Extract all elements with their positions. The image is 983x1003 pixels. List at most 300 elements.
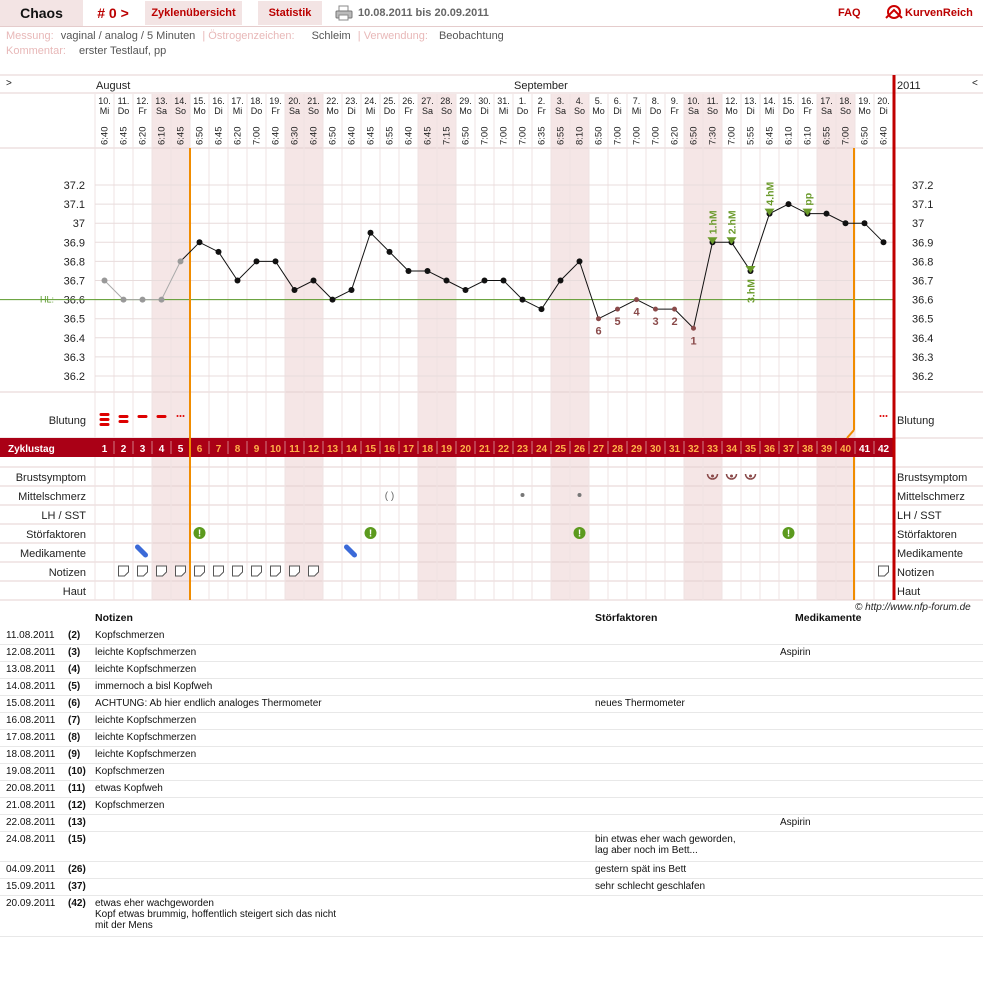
temp-point — [140, 297, 146, 303]
y-tick-left: 37 — [72, 218, 85, 231]
day-weekday: Di — [613, 106, 622, 116]
day-time: 7:00 — [612, 126, 624, 145]
temp-point — [615, 307, 620, 312]
notes-row-date: 22.08.2011 — [6, 817, 56, 828]
row-label-right: Notizen — [897, 567, 935, 579]
y-tick-right: 36.5 — [912, 313, 934, 326]
day-date: 1. — [518, 96, 527, 106]
temp-point — [691, 326, 696, 331]
notes-row-cycleday: (8) — [68, 732, 81, 743]
meta-line-1: Messung: vaginal / analog / 5 Minuten | Östrogenzeichen: Schleim | Verwendung: Beobachtung — [6, 30, 504, 42]
y-tick-left: 36.5 — [63, 313, 85, 326]
row-label-right: Brustsymptom — [897, 472, 968, 484]
day-time: 6:10 — [156, 126, 168, 145]
notes-row-cycleday: (11) — [68, 783, 86, 794]
y-tick-right: 36.2 — [912, 371, 934, 383]
day-date: 28. — [440, 96, 453, 106]
day-time: 7:30 — [707, 126, 719, 145]
notes-row-date: 11.08.2011 — [6, 630, 55, 641]
cycleday-number: 4 — [158, 444, 165, 455]
cycleday-number: 9 — [253, 444, 260, 455]
temp-point — [178, 258, 184, 264]
y-tick-right: 36.3 — [912, 351, 934, 364]
notes-row — [0, 747, 983, 764]
stoer-warning-icon-mark: ! — [786, 528, 791, 540]
bleeding-spotting — [177, 415, 179, 417]
note-icon — [271, 566, 281, 576]
cycleday-number: 22 — [497, 444, 510, 455]
day-time: 6:45 — [764, 126, 776, 145]
cycleday-number: 27 — [592, 444, 605, 455]
day-weekday: So — [307, 106, 320, 116]
notes-row-note: leichte Kopfschmerzen — [95, 647, 197, 658]
temp-point — [121, 297, 127, 303]
usage-value: Beobachtung — [438, 30, 504, 42]
notes-row-date: 24.08.2011 — [6, 834, 56, 845]
temp-point — [235, 278, 241, 284]
day-time: 5:55 — [745, 126, 757, 145]
notes-row-note: etwas Kopfweh — [95, 783, 163, 794]
temp-point — [672, 307, 677, 312]
cycleday-number: 32 — [687, 444, 700, 455]
day-time: 6:55 — [555, 126, 567, 145]
notes-row-cycleday: (5) — [68, 681, 81, 692]
day-weekday: Mo — [459, 106, 472, 116]
day-date: 13. — [744, 96, 757, 106]
temp-point — [159, 297, 165, 303]
temp-point — [197, 239, 203, 245]
day-weekday: Mo — [725, 106, 738, 116]
mittelschmerz-icon — [578, 493, 582, 497]
count-label: 2 — [671, 316, 678, 329]
notes-row-note: Kopfschmerzen — [95, 766, 165, 777]
day-date: 22. — [326, 96, 339, 106]
temp-point — [254, 258, 260, 264]
temp-point — [368, 230, 374, 236]
day-time: 6:30 — [289, 126, 301, 145]
cycleday-number: 39 — [820, 444, 833, 455]
temp-point — [539, 306, 545, 312]
note-icon — [195, 566, 205, 576]
day-weekday: Di — [879, 106, 888, 116]
day-time: 6:50 — [688, 126, 700, 145]
marker-label: 3.hM — [745, 279, 758, 303]
stoer-header: Störfaktoren — [595, 612, 658, 624]
stoer-warning-icon-mark: ! — [577, 528, 582, 540]
date-range: 10.08.2011 bis 20.09.2011 — [358, 7, 489, 19]
day-time: 6:40 — [270, 126, 282, 145]
day-time: 6:40 — [403, 126, 415, 145]
cycleday-number: 20 — [459, 444, 472, 455]
notes-row-cycleday: (26) — [68, 864, 86, 875]
cycleday-number: 19 — [440, 444, 453, 455]
pill-icon — [138, 547, 146, 555]
breast-symptom-icon — [749, 475, 752, 478]
notes-row — [0, 832, 983, 862]
temp-point — [406, 268, 412, 274]
notes-row-note: ACHTUNG: Ab hier endlich analoges Thermometer — [95, 698, 322, 709]
bleeding-label-right: Blutung — [897, 415, 935, 427]
day-date: 8. — [651, 96, 660, 106]
cycleday-number: 7 — [215, 444, 222, 455]
month-label-august: August — [96, 80, 131, 92]
day-date: 20. — [877, 96, 890, 106]
bleeding-heavy — [100, 413, 110, 416]
temp-point — [216, 249, 222, 255]
year-label: 2011 — [897, 80, 921, 92]
day-weekday: So — [440, 106, 453, 116]
day-weekday: So — [174, 106, 187, 116]
row-label: Mittelschmerz — [18, 491, 86, 503]
kurvenreich-logo[interactable]: KurvenReich — [905, 7, 973, 19]
notes-row-note: immernoch a bisl Kopfweh — [95, 681, 213, 692]
row-label-right: Störfaktoren — [897, 529, 957, 541]
temp-point — [273, 258, 279, 264]
cycleday-number: 17 — [402, 444, 415, 455]
y-tick-right: 36.8 — [912, 256, 934, 269]
cycleday-number: 33 — [706, 444, 719, 455]
marker-triangle — [727, 237, 737, 244]
notes-row-note: Kopfschmerzen — [95, 800, 165, 811]
day-date: 10. — [98, 96, 111, 106]
cycleday-number: 11 — [289, 444, 300, 455]
day-weekday: So — [706, 106, 719, 116]
day-weekday: Sa — [288, 106, 301, 116]
breast-symptom-icon — [711, 475, 714, 478]
day-date: 4. — [575, 96, 584, 106]
notes-row-note: leichte Kopfschmerzen — [95, 732, 197, 743]
row-label: Medikamente — [19, 548, 86, 560]
day-weekday: Fr — [670, 106, 679, 116]
notes-row-medi: Aspirin — [780, 647, 811, 658]
cycleday-number: 2 — [120, 444, 127, 455]
day-weekday: Di — [347, 106, 356, 116]
temp-point — [881, 239, 887, 245]
row-label-right: LH / SST — [897, 510, 942, 522]
notes-row-note: Kopfschmerzen — [95, 630, 165, 641]
temp-point — [102, 278, 108, 284]
notes-row-stoer: bin etwas eher wach geworden, lag aber noch im Bett... — [595, 834, 736, 856]
cycleday-number: 31 — [668, 444, 681, 455]
day-date: 18. — [839, 96, 852, 106]
day-date: 16. — [212, 96, 225, 106]
temp-point — [463, 287, 469, 293]
day-weekday: Do — [516, 106, 529, 116]
cycleday-number: 29 — [630, 444, 643, 455]
temp-point — [786, 201, 792, 207]
marker-label: 1.hM — [707, 210, 720, 235]
marker-label: pp — [802, 192, 815, 206]
day-date: 6. — [613, 96, 622, 106]
day-time: 6:55 — [821, 126, 833, 145]
day-date: 27. — [421, 96, 434, 106]
day-time: 7:00 — [251, 126, 263, 145]
temp-point — [520, 297, 526, 303]
faq-link[interactable]: FAQ — [838, 7, 861, 19]
day-date: 31. — [497, 96, 510, 106]
marker-label: 2.hM — [726, 210, 739, 235]
notes-row — [0, 730, 983, 747]
note-icon — [879, 566, 889, 576]
cycleday-number: 26 — [573, 444, 586, 455]
breast-symptom-icon — [730, 475, 733, 478]
day-date: 18. — [250, 96, 263, 106]
day-time: 6:50 — [327, 126, 339, 145]
bleeding-label: Blutung — [48, 415, 86, 427]
day-time: 6:45 — [175, 126, 187, 145]
day-date: 11. — [706, 96, 719, 106]
cycleday-number: 13 — [326, 444, 339, 455]
day-time: 8:10 — [574, 126, 586, 145]
notes-row-cycleday: (13) — [68, 817, 86, 828]
y-tick-right: 36.6 — [912, 294, 934, 307]
row-label: Haut — [62, 586, 86, 598]
marker-triangle — [746, 266, 756, 273]
comment-label: Kommentar: — [6, 45, 66, 57]
month-label-september: September — [514, 80, 568, 92]
y-tick-left: 36.6 — [63, 294, 85, 307]
notes-row — [0, 781, 983, 798]
stoer-warning-icon-mark: ! — [197, 528, 202, 540]
notes-row-date: 15.09.2011 — [6, 881, 56, 892]
day-weekday: Do — [782, 106, 795, 116]
notes-row — [0, 628, 983, 645]
temp-point — [387, 249, 393, 255]
temp-point — [425, 268, 431, 274]
row-label: Störfaktoren — [26, 529, 86, 541]
notes-row-date: 15.08.2011 — [6, 698, 56, 709]
day-weekday: Fr — [138, 106, 147, 116]
y-tick-left: 37.2 — [63, 180, 85, 192]
notes-row-date: 04.09.2011 — [6, 864, 56, 875]
day-weekday: Mi — [232, 106, 243, 116]
bleeding-spotting — [886, 415, 888, 417]
notes-row-note: etwas eher wachgeworden Kopf etwas brummig, hoffentlich steigert sich das nicht mit der Mens — [95, 898, 337, 931]
cycleday-number: 21 — [478, 444, 491, 455]
day-time: 7:00 — [479, 126, 491, 145]
day-date: 25. — [383, 96, 396, 106]
notes-row-cycleday: (6) — [68, 698, 81, 709]
day-date: 24. — [364, 96, 377, 106]
day-weekday: Di — [480, 106, 489, 116]
day-weekday: Sa — [820, 106, 833, 116]
day-time: 6:45 — [365, 126, 377, 145]
day-date: 5. — [594, 96, 603, 106]
temp-point — [330, 297, 336, 303]
day-time: 6:45 — [422, 126, 434, 145]
day-time: 7:15 — [441, 126, 453, 145]
cycleday-number: 35 — [744, 444, 757, 455]
day-date: 16. — [801, 96, 814, 106]
nav-left-button: > — [6, 78, 12, 89]
notes-row-note: leichte Kopfschmerzen — [95, 715, 197, 726]
day-date: 14. — [763, 96, 776, 106]
cycleday-number: 36 — [763, 444, 776, 455]
measure-label: Messung: — [6, 30, 54, 42]
day-weekday: Sa — [155, 106, 168, 116]
temp-point — [311, 278, 317, 284]
bleeding-spotting — [883, 415, 885, 417]
notes-row — [0, 696, 983, 713]
day-time: 6:20 — [232, 126, 244, 145]
temp-point — [558, 278, 564, 284]
notes-row — [0, 662, 983, 679]
day-time: 6:40 — [878, 126, 890, 145]
mittelschmerz-icon — [521, 493, 525, 497]
bleeding-spotting — [880, 415, 882, 417]
notes-header: Notizen — [95, 612, 133, 624]
notes-row — [0, 713, 983, 730]
marker-label: 4.hM — [764, 181, 777, 206]
notes-row — [0, 862, 983, 879]
day-weekday: Fr — [537, 106, 546, 116]
notes-row-cycleday: (3) — [68, 647, 81, 658]
day-time: 6:35 — [536, 126, 548, 145]
day-weekday: So — [839, 106, 852, 116]
day-weekday: Mi — [764, 106, 775, 116]
bleeding-medium — [119, 415, 129, 418]
notes-row-cycleday: (12) — [68, 800, 86, 811]
notes-row-cycleday: (4) — [68, 664, 81, 675]
notes-row-stoer: sehr schlecht geschlafen — [595, 881, 706, 892]
cycleday-number: 23 — [516, 444, 529, 455]
row-label: Notizen — [48, 567, 86, 579]
temp-point — [501, 278, 507, 284]
cycleday-number: 30 — [649, 444, 662, 455]
row-label: Brustsymptom — [15, 472, 86, 484]
temp-point — [862, 220, 868, 226]
chart-credit: © http://www.nfp-forum.de — [855, 602, 971, 613]
cycleday-number: 24 — [535, 444, 548, 455]
day-weekday: Mo — [193, 106, 206, 116]
tab-statistics[interactable]: Statistik — [258, 1, 322, 25]
note-icon — [233, 566, 243, 576]
nav-right-button: < — [972, 78, 978, 89]
day-time: 6:40 — [308, 126, 320, 145]
notes-row-medi: Aspirin — [780, 817, 811, 828]
day-time: 6:10 — [783, 126, 795, 145]
cycleday-label: Zyklustag — [8, 444, 55, 455]
cycleday-number: 6 — [196, 444, 203, 455]
cycleday-number: 38 — [801, 444, 814, 455]
cycleday-number: 3 — [139, 444, 146, 455]
day-time: 6:40 — [346, 126, 358, 145]
y-tick-left: 36.4 — [63, 332, 85, 345]
stoer-warning-icon-mark: ! — [368, 528, 373, 540]
notes-row-cycleday: (37) — [68, 881, 86, 892]
y-tick-right: 37 — [912, 218, 925, 231]
day-time: 7:00 — [650, 126, 662, 145]
y-tick-left: 36.8 — [63, 256, 85, 269]
y-tick-right: 37.1 — [912, 199, 934, 212]
day-weekday: Di — [214, 106, 223, 116]
y-tick-right: 36.7 — [912, 275, 934, 288]
day-date: 10. — [687, 96, 700, 106]
day-time: 6:50 — [194, 126, 206, 145]
day-time: 6:45 — [118, 126, 130, 145]
temp-point — [843, 220, 849, 226]
day-time: 6:50 — [859, 126, 871, 145]
day-date: 29. — [459, 96, 472, 106]
estrogen-value: Schleim — [311, 30, 351, 42]
day-date: 17. — [820, 96, 833, 106]
row-label: LH / SST — [41, 510, 86, 522]
note-icon — [252, 566, 262, 576]
notes-row-date: 13.08.2011 — [6, 664, 56, 675]
temp-point — [349, 287, 355, 293]
bleeding-light — [138, 415, 148, 418]
medi-header: Medikamente — [795, 612, 862, 624]
day-weekday: Mi — [498, 106, 509, 116]
notes-row-cycleday: (7) — [68, 715, 81, 726]
day-time: 7:00 — [498, 126, 510, 145]
notes-row — [0, 815, 983, 832]
chart-title: Chaos — [0, 0, 83, 26]
day-weekday: Mo — [592, 106, 605, 116]
notes-row-date: 21.08.2011 — [6, 800, 56, 811]
day-time: 6:20 — [669, 126, 681, 145]
day-time: 6:50 — [593, 126, 605, 145]
day-date: 19. — [269, 96, 282, 106]
tab-cycle-overview[interactable]: Zyklenübersicht — [145, 1, 242, 25]
y-tick-left: 36.9 — [63, 237, 85, 250]
row-label-right: Haut — [897, 586, 921, 598]
temp-point — [482, 278, 488, 284]
cycleday-number: 1 — [101, 444, 108, 455]
note-icon — [119, 566, 129, 576]
count-label: 6 — [595, 325, 602, 338]
count-label: 1 — [690, 335, 697, 348]
day-weekday: Do — [250, 106, 263, 116]
day-date: 11. — [117, 96, 130, 106]
note-icon — [138, 566, 148, 576]
day-time: 7:00 — [840, 126, 852, 145]
day-date: 7. — [632, 96, 641, 106]
temp-point — [292, 287, 298, 293]
cycleday-number: 16 — [383, 444, 396, 455]
day-date: 15. — [193, 96, 206, 106]
y-tick-left: 36.2 — [63, 371, 85, 383]
day-time: 7:00 — [517, 126, 529, 145]
y-tick-right: 36.9 — [912, 237, 934, 250]
day-date: 12. — [725, 96, 738, 106]
cycleday-number: 37 — [782, 444, 795, 455]
day-weekday: Do — [383, 106, 396, 116]
day-weekday: Sa — [554, 106, 567, 116]
cycleday-number: 40 — [839, 444, 852, 455]
temp-point — [444, 278, 450, 284]
day-date: 13. — [155, 96, 168, 106]
day-date: 20. — [288, 96, 301, 106]
cycleday-number: 15 — [364, 444, 377, 455]
day-date: 17. — [231, 96, 244, 106]
y-tick-right: 37.2 — [912, 180, 934, 192]
day-weekday: Sa — [421, 106, 434, 116]
cycle-nav-button[interactable]: # 0 > — [97, 5, 129, 21]
day-date: 14. — [174, 96, 187, 106]
day-weekday: Sa — [687, 106, 700, 116]
notes-row-date: 20.09.2011 — [6, 898, 56, 909]
day-time: 6:55 — [384, 126, 396, 145]
day-weekday: Di — [746, 106, 755, 116]
notes-row-date: 18.08.2011 — [6, 749, 56, 760]
cycleday-number: 8 — [234, 444, 241, 455]
mittelschmerz-icon: ( ) — [384, 491, 395, 502]
day-weekday: Fr — [404, 106, 413, 116]
day-weekday: Do — [117, 106, 130, 116]
cycleday-number: 25 — [554, 444, 567, 455]
day-weekday: Mi — [631, 106, 642, 116]
